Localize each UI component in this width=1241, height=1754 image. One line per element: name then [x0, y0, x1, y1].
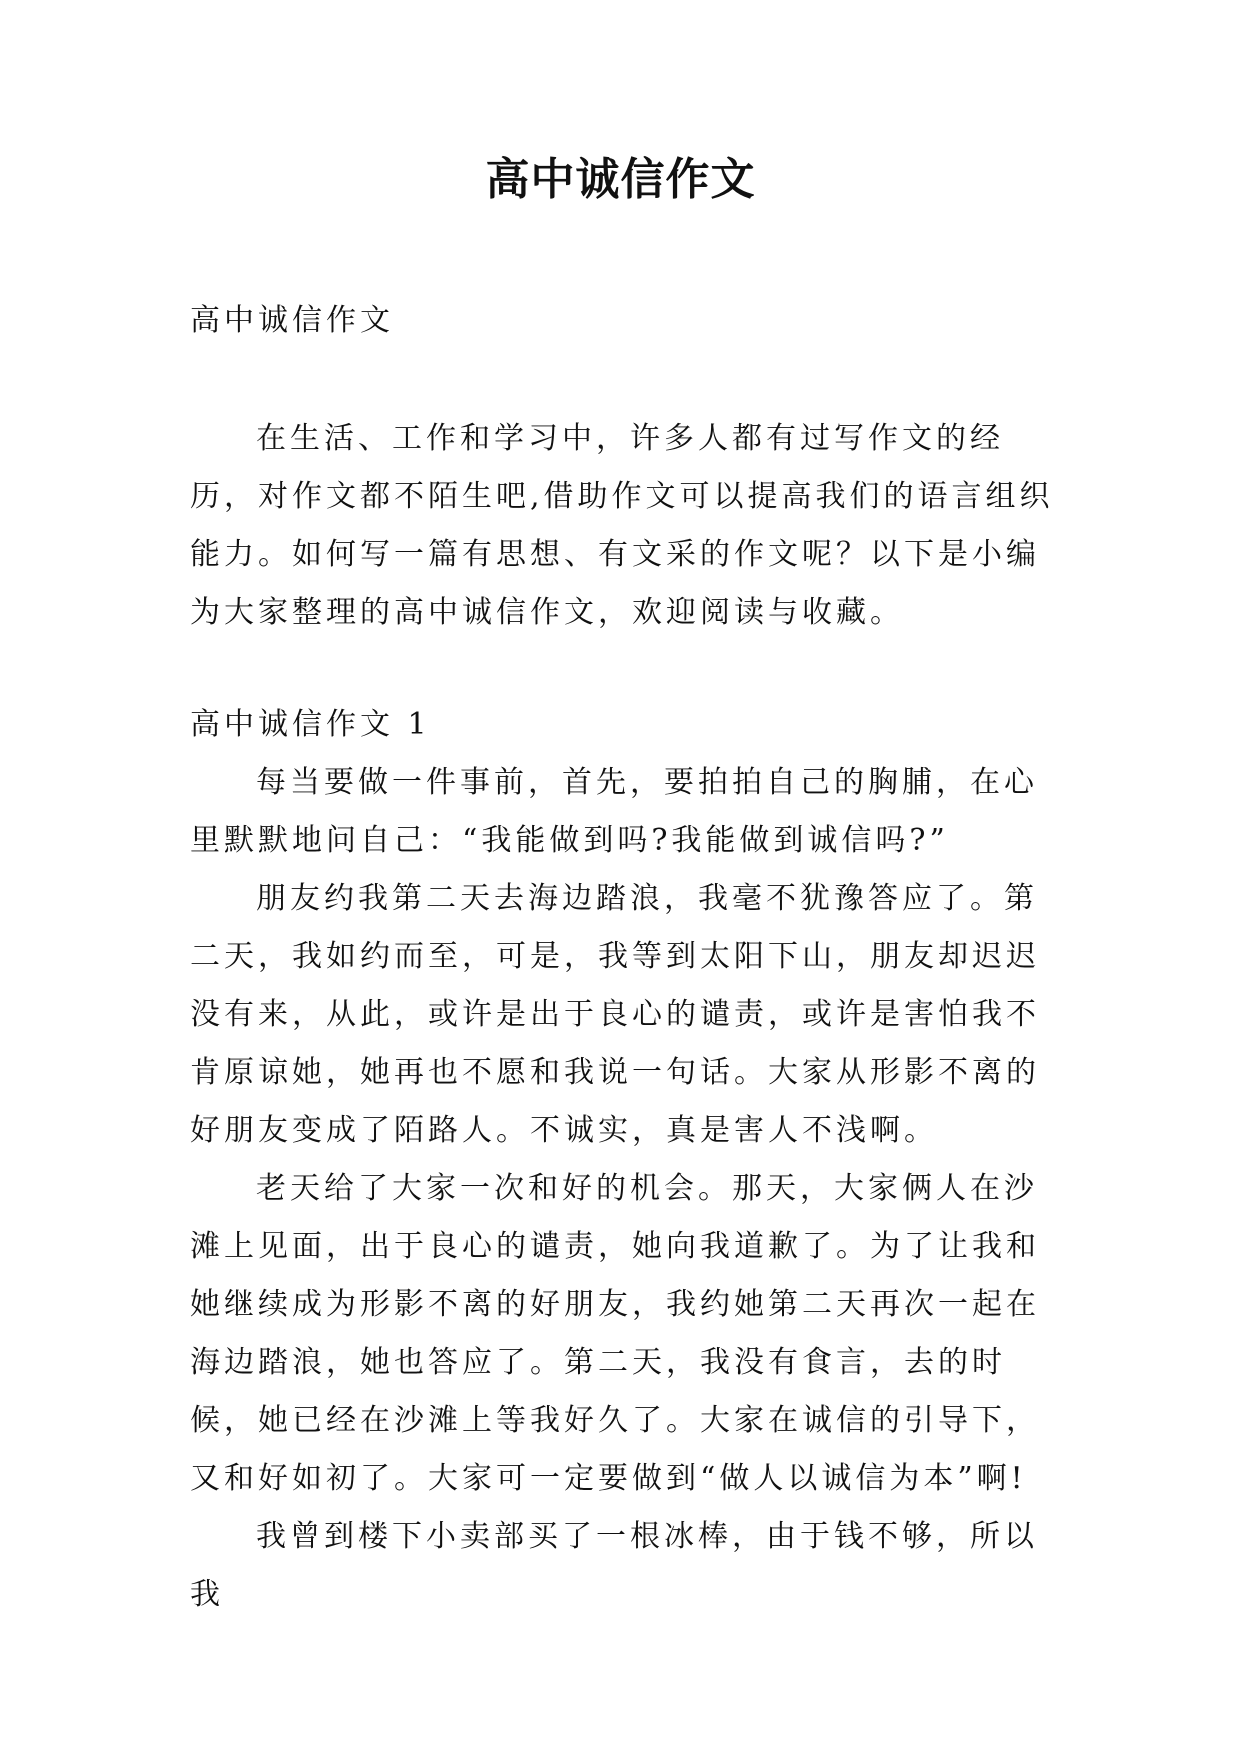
body-paragraph-1: 每当要做一件事前，首先，要拍拍自己的胸脯，在心里默默地问自己：“我能做到吗?我能做到诚信吗?”	[190, 765, 1038, 858]
section-title: 高中诚信作文 1	[190, 707, 431, 742]
body-paragraph-4: 我曾到楼下小卖部买了一根冰棒，由于钱不够，所以我	[190, 1519, 1038, 1612]
document-title: 高中诚信作文	[485, 154, 756, 205]
body-paragraph-3: 老天给了大家一次和好的机会。那天，大家俩人在沙滩上见面，出于良心的谴责，她向我道歉了。为了让我和她继续成为形影不离的好朋友，我约她第二天再次一起在海边踏浪，她也答应了。第二天，我没有食言，去的时候，她已经在沙滩上等我好久了。大家在诚信的引导下，又和好如初了。大家可一定要做到“做人以诚信为本”啊!	[190, 1171, 1040, 1496]
document-body	[190, 292, 1065, 1624]
intro-paragraph: 在生活、工作和学习中，许多人都有过写作文的经历，对作文都不陌生吧,借助作文可以提高我们的语言组织能力。如何写一篇有思想、有文采的作文呢？以下是小编为大家整理的高中诚信作文，欢迎阅读与收藏。	[190, 421, 1054, 630]
body-paragraph-2: 朋友约我第二天去海边踏浪，我毫不犹豫答应了。第二天，我如约而至，可是，我等到太阳下山，朋友却迟迟没有来，从此，或许是出于良心的谴责，或许是害怕我不肯原谅她，她再也不愿和我说一句话。大家从形影不离的好朋友变成了陌路人。不诚实，真是害人不浅啊。	[190, 881, 1040, 1148]
document-subtitle: 高中诚信作文	[190, 303, 394, 338]
